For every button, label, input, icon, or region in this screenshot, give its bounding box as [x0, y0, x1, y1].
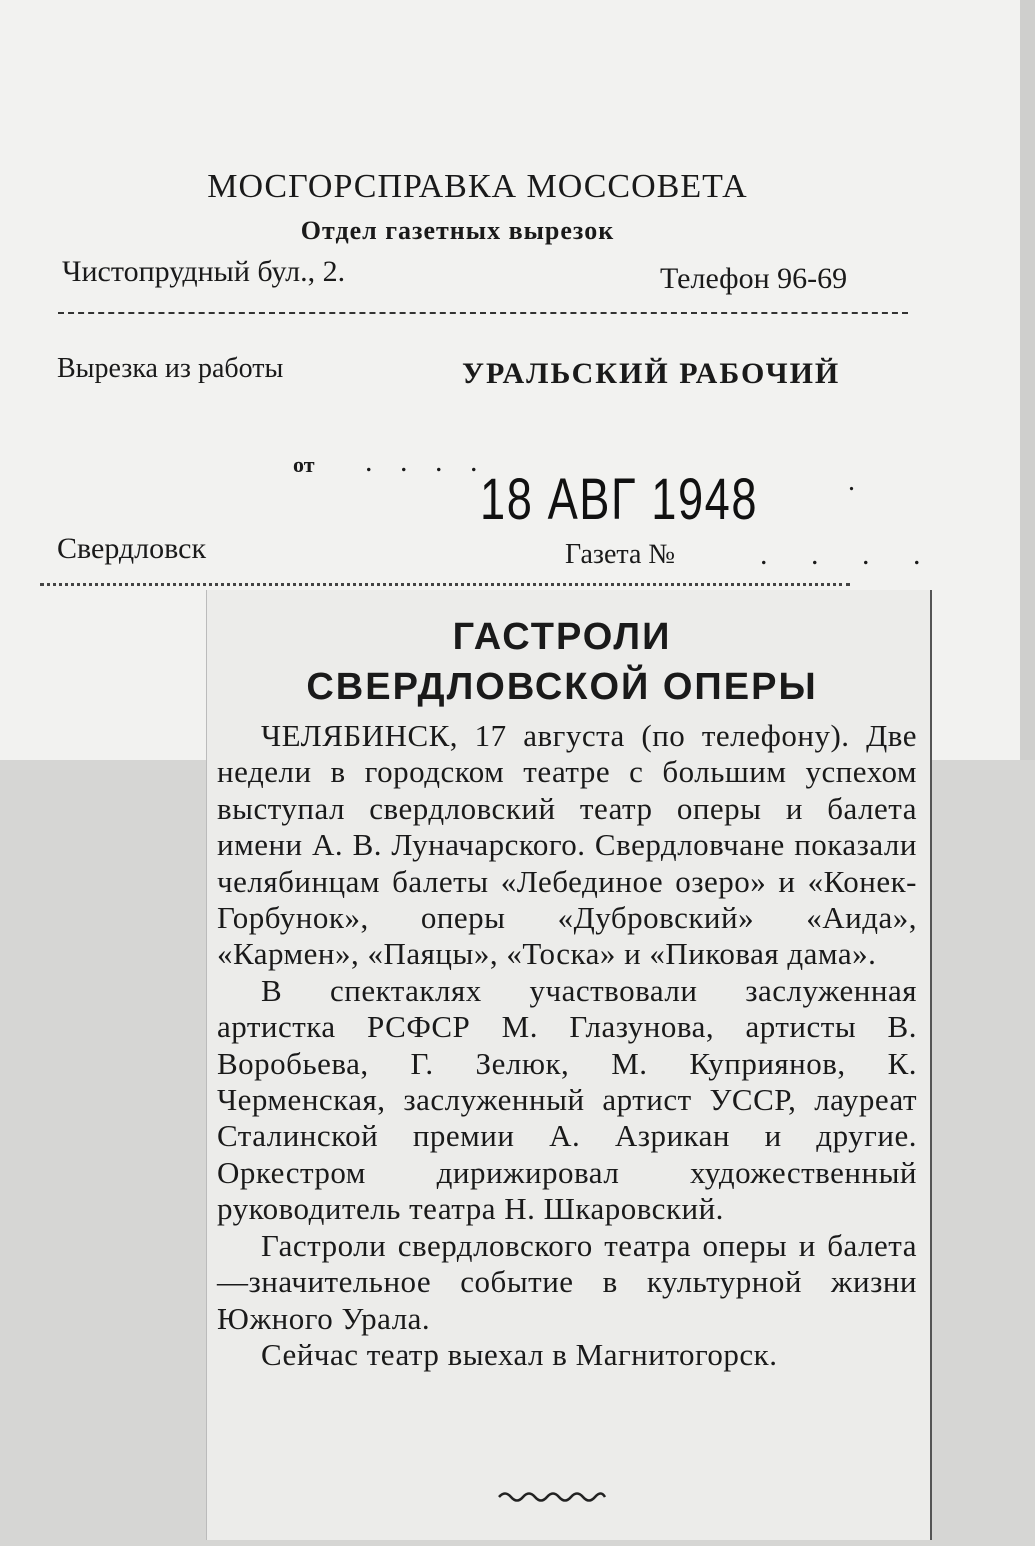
department-name: Отдел газетных вырезок [300, 216, 615, 245]
divider-line [58, 312, 908, 314]
dot-mark: . [848, 466, 855, 497]
article-paragraph: Сейчас театр выехал в Магнитогорск. [261, 1336, 778, 1372]
date-stamp: 18 АВГ 1948 [480, 467, 759, 532]
newspaper-name: УРАЛЬСКИЙ РАБОЧИЙ [462, 357, 841, 390]
cut-label: Вырезка из работы [57, 353, 284, 384]
phone-number: Телефон 96-69 [660, 262, 848, 295]
dotted-divider [40, 583, 850, 586]
city-name: Свердловск [57, 532, 207, 565]
gazette-dots: . . . . [760, 538, 939, 571]
article-paragraph: ЧЕЛЯБИНСК, 17 августа (по телефону). Две недели в городском театре с большим успехом выступал свердловский театр оперы и балета имени А. В. Луначарского. Свердловчане показали челябинцам балеты «Лебединое озеро» и «Конек-Горбунок», оперы «Дубровский» «Аида», «Кармен», «Паяцы», «Тоска» и «Пиковая дама». [217, 718, 917, 972]
address: Чистопрудный бул., 2. [62, 255, 346, 288]
article-paragraph: В спектаклях участвовали заслуженная артистка РСФСР М. Глазунова, артисты В. Воробьева, Г. Зелюк, М. Куприянов, К. Черменская, заслуженный артист УССР, лауреат Сталинской премии А. Азрикан и другие. Оркестром дирижировал художественный руководитель театра Н. Шкаровский. [217, 972, 917, 1227]
article-body [217, 718, 917, 1373]
article-title-line2: СВЕРДЛОВСКОЙ ОПЕРЫ [306, 666, 818, 708]
newspaper-clipping [206, 590, 932, 1540]
header-slip [0, 0, 1035, 600]
date-label: от [293, 452, 315, 477]
date-dots: . . . . [365, 445, 488, 478]
article-paragraph: Гастроли свердловского театра оперы и балета—значительное событие в культурной жизни Южного Урала. [217, 1227, 917, 1336]
article-title-line1: ГАСТРОЛИ [452, 616, 672, 658]
gazette-label: Газета № [565, 539, 676, 570]
end-ornament-icon [497, 1488, 607, 1502]
agency-name: МОСГОРСПРАВКА МОССОВЕТА [207, 168, 748, 205]
